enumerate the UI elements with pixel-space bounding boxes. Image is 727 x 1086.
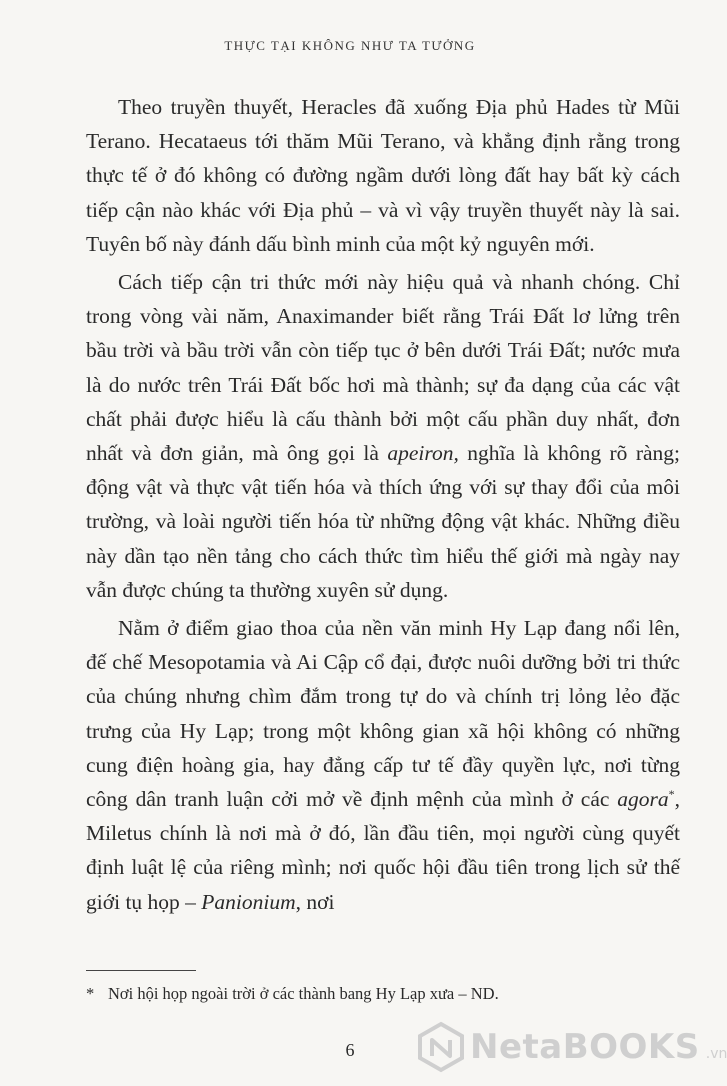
paragraph-3 [86,611,680,919]
paragraph-2 [86,265,680,607]
apeiron-term: apeiron, [387,441,459,466]
neta-hexagon-logo-icon [418,1022,464,1072]
footnote [86,983,680,1005]
agora-term: agora [617,787,669,812]
page-number: 6 [345,1040,355,1060]
watermark-suffix: .vn [705,1046,727,1062]
body-text [86,90,680,919]
netabooks-watermark [418,1022,727,1072]
paragraph-3-text-a: Nằm ở điểm giao thoa của nền văn minh Hy Lạp đang nổi lên, đế chế Mesopotamia và Ai Cập cổ đại, được nuôi dưỡng bởi tri thức của chúng nhưng chìm đắm trong tự do và chính trị lỏng lẻo đặc trưng của Hy Lạp; trong một không gian xã hội không có những cung điện hoàng gia, hay đẳng cấp tư tế đầy quyền lực, nơi từng công dân tranh luận cởi mở về định mệnh của mình ở các [86,616,680,812]
footnote-reference: * [668,786,675,801]
footnote-text: Nơi hội họp ngoài trời ở các thành bang Hy Lạp xưa – ND. [108,984,499,1003]
footnote-divider [86,970,196,971]
paragraph-1-text: Theo truyền thuyết, Heracles đã xuống Địa phủ Hades từ Mũi Terano. Hecataeus tới thăm Mũi Terano, và khẳng định rằng trong thực tế ở đó không có đường ngầm dưới lòng đất hay bất kỳ cách tiếp cận nào khác với Địa phủ – và vì vậy truyền thuyết này là sai. Tuyên bố này đánh dấu bình minh của một kỷ nguyên mới. [86,95,680,256]
watermark-brand: NetaBOOKS [470,1027,700,1067]
paragraph-1 [86,90,680,261]
panionium-term: Panionium [201,889,296,914]
running-head: THỰC TẠI KHÔNG NHƯ TA TƯỞNG [224,38,476,53]
paragraph-2-text-b: nghĩa là không rõ ràng; động vật và thực vật tiến hóa và thích ứng với sự thay đổi của môi trường, và loài người tiến hóa từ những động vật khác. Những điều này dần tạo nền tảng cho cách thức tìm hiểu thế giới mà ngày nay vẫn được chúng ta thường xuyên sử dụng. [86,441,680,602]
paragraph-2-text-a: Cách tiếp cận tri thức mới này hiệu quả và nhanh chóng. Chỉ trong vòng vài năm, Anaximander biết rằng Trái Đất lơ lửng trên bầu trời và bầu trời vẫn còn tiếp tục ở bên dưới Trái Đất; nước mưa là do nước trên Trái Đất bốc hơi mà thành; sự đa dạng của các vật chất phải được hiểu là cấu thành bởi một cấu phần duy nhất, đơn nhất và đơn giản, mà ông gọi là [86,270,680,466]
paragraph-3-text-b: , Miletus chính là nơi mà ở đó, lần đầu tiên, mọi người cùng quyết định luật lệ của riêng mình; nơi quốc hội đầu tiên trong lịch sử thế giới tụ họp – [86,787,680,914]
footnote-mark: * [86,984,95,1003]
paragraph-3-text-c: , nơi [295,889,335,914]
